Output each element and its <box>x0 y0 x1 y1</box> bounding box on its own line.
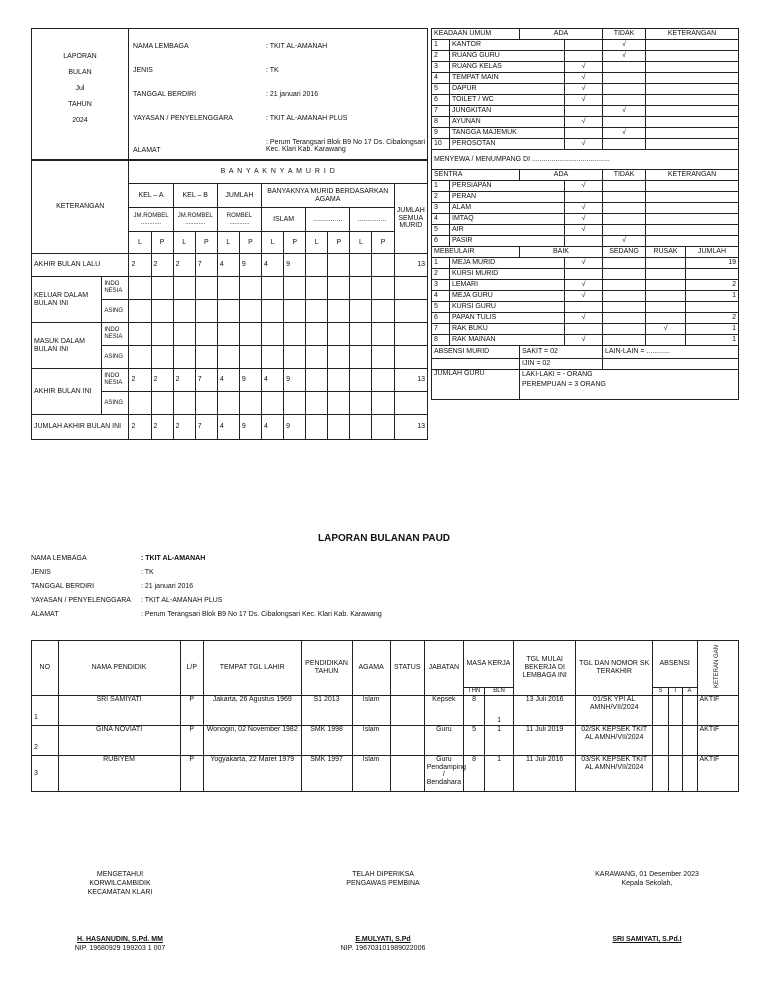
list-item: 2 RUANG GURU √ <box>432 51 739 62</box>
list-item: 6 PASIR √ <box>432 236 739 247</box>
report-period: LAPORAN BULAN Jul TAHUN 2024 <box>63 53 97 124</box>
jumlah-semua-header: JUMLAH SEMUA MURID <box>394 184 427 254</box>
student-table: KETERANGAN B A N Y A K N Y A M U R I D KEL – A KEL – B JUMLAH BANYAKNYA MURID BERDASARKAN AGAMA JUMLAH SEMUA MURID JM.ROMBEL ............ JM.ROMBEL ............ ROMBEL ............ ISLAM ............... ............... L P L P L P L P L P L P AKHIR BULAN LALU 2 2 2 7 4 9 4 9 13 KELUAR DALAM BULAN INI INDO NESIA ASING MASUK DALAM BULAN INI INDO NESIA ASING AKHIR BULAN INI INDO NESIA 2 2 2 7 4 9 4 9 13 ASING JUMLAH AKHIR BULAN INI 2 2 2 7 4 9 4 9 13 <box>31 160 428 440</box>
paud-identity: NAMA LEMBAGA : TKIT AL-AMANAH JENIS : TK TANGGAL BERDIRI : 21 januari 2016 YAYASAN / PENYELENGGARA : TKIT AL-AMANAH PLUS ALAMAT : Perum Terangsari Blok B9 No 17 Ds. Cibalongsari Kec. Klari Kab. Karawang <box>31 555 382 618</box>
list-item: 7 RAK BUKU √ 1 <box>432 324 739 335</box>
list-item: 4 TEMPAT MAIN √ <box>432 73 739 84</box>
table-row: MASUK DALAM BULAN INI INDO NESIA <box>32 323 428 346</box>
list-item: 4 IMTAQ √ <box>432 214 739 225</box>
list-item: 5 DAPUR √ <box>432 84 739 95</box>
list-item: 7 JUNGKITAN √ <box>432 106 739 117</box>
identity-box <box>31 28 428 160</box>
table-row: JUMLAH AKHIR BULAN INI 2 2 2 7 4 9 4 9 13 <box>32 415 428 440</box>
list-item: 1 MEJA MURID √ 19 <box>432 258 739 269</box>
table-row: 1 SRI SAMIYATI P Jakarta, 26 Agustus 1969 S1 2013 Islam Kepsek 8 1 13 Juli 2016 01/SK YPI AL AMNH/VII/2024 AKTIF <box>32 696 739 726</box>
list-item: 2 KURSI MURID <box>432 269 739 280</box>
list-item: 6 TOILET / WC √ <box>432 95 739 106</box>
list-item: 3 ALAM √ <box>432 203 739 214</box>
signature-mid: TELAH DIPERIKSA PENGAWAS PEMBINA E.MULYATI, S.Pd NIP. 196703101989022006 <box>340 871 426 952</box>
list-item: 9 TANGGA MAJEMUK √ <box>432 128 739 139</box>
table-row: KELUAR DALAM BULAN INI INDO NESIA <box>32 277 428 300</box>
table-row: 3 RUBIYEM P Yogyakarta, 22 Maret 1979 SMK 1997 Islam Guru Pendamping / Bendahara 8 1 11 Juli 2016 03/SK KEPSEK TKIT AL AMNH/VII/2024 AKTIF <box>32 756 739 792</box>
table-row: 2 GINA NOVIATI P Wonogiri, 02 November 1982 SMK 1998 Islam Guru 5 1 11 Juli 2019 02/SK KEPSEK TKIT AL AMNH/VII/2024 AKTIF <box>32 726 739 756</box>
keterangan-header: KETERANGAN <box>32 161 129 254</box>
table-row: AKHIR BULAN INI INDO NESIA 2 2 2 7 4 9 4 9 13 <box>32 369 428 392</box>
table-row: AKHIR BULAN LALU 2 2 2 7 4 9 4 9 13 <box>32 254 428 277</box>
absensi-row: ABSENSI MURID SAKIT = 02 LAIN-LAIN = ............ <box>432 346 739 359</box>
page-title: LAPORAN BULANAN PAUD <box>317 533 451 544</box>
banyaknya-murid-header: B A N Y A K N Y A M U R I D <box>129 161 428 184</box>
list-item: 8 RAK MAINAN √ 1 <box>432 335 739 346</box>
list-item: 3 LEMARI √ 2 <box>432 280 739 291</box>
list-item: 6 PAPAN TULIS √ 2 <box>432 313 739 324</box>
signature-right: KARAWANG, 01 Desember 2023 Kepala Sekolah, SRI SAMIYATI, S.Pd.I <box>595 871 699 943</box>
list-item: 5 KURSI GURU <box>432 302 739 313</box>
menyewa-row: MENYEWA / MENUMPANG DI ........................................ <box>432 150 739 170</box>
list-item: 8 AYUNAN √ <box>432 117 739 128</box>
list-item: 1 PERSIAPAN √ <box>432 181 739 192</box>
teacher-table: NO NAMA PENDIDIK L/P TEMPAT TGL LAHIR PENDIDIKAN TAHUN AGAMA STATUS JABATAN MASA KERJA TGL MULAI BEKERJA DI LEMBAGA INI TGL DAN NOMOR SK TERAKHIR ABSENSI KETERAN GAN THN BLN S I A 1 SRI SAMIYATI P Jakarta, 26 Agustus 1969 S1 2013 Islam Kepsek 8 1 13 Juli 2016 01/SK YPI AL AMNH/VII/2024 AKTIF 2 GINA NOVIATI P Wonogiri, 02 November 1982 SMK 1998 Islam Guru 5 1 11 Juli 2019 02/SK KEPSEK TKIT AL AMNH/VII/2024 AKTIF 3 RUBIYEM P Yogyakarta, 22 Maret 1979 SMK 1997 Islam Guru Pendamping / Bendahara 8 1 11 Juli 2016 03/SK KEPSEK TKIT AL AMNH/VII/2024 AKTIF <box>31 640 739 792</box>
signature-left: MENGETAHUI KORWILCAMBIDIK KECAMATAN KLARI H. HASANUDIN, S.Pd. MM NIP. 19680929 199203 1 007 <box>74 871 166 952</box>
list-item: 2 PERAN <box>432 192 739 203</box>
list-item: 10 PEROSOTAN √ <box>432 139 739 150</box>
list-item: 5 AIR √ <box>432 225 739 236</box>
list-item: 3 RUANG KELAS √ <box>432 62 739 73</box>
facility-table: KEADAAN UMUM ADA TIDAK KETERANGAN 1 KANTOR √ 2 RUANG GURU √ 3 RUANG KELAS √ 4 TEMPAT MAIN √ 5 DAPUR √ 6 TOILET / WC √ 7 JUNGKITAN √ 8 AYUNAN √ 9 TANGGA MAJEMUK √ 10 PEROSOTAN √ MENYEWA / MENUMPANG DI ........................................ SENTRA ADA TIDAK KETERANGAN 1 PERSIAPAN √ 2 PERAN 3 ALAM √ 4 IMTAQ √ 5 AIR √ 6 PASIR √ MEBEULAIR BAIK SEDANG RUSAK JUMLAH 1 MEJA MURID √ 19 2 KURSI MURID 3 LEMARI √ 2 4 MEJA GURU √ 1 5 KURSI GURU 6 PAPAN TULIS √ 2 7 RAK BUKU √ 1 8 RAK MAINAN √ 1 ABSENSI MURID SAKIT = 02 LAIN-LAIN = ............ IJIN = 02 JUMLAH GURU LAKI-LAKI = - ORANG PEREMPUAN = 3 ORANG <box>431 28 739 400</box>
jumlah-guru-row: JUMLAH GURU LAKI-LAKI = - ORANG <box>432 370 739 381</box>
list-item: 4 MEJA GURU √ 1 <box>432 291 739 302</box>
list-item: 1 KANTOR √ <box>432 40 739 51</box>
identity-list: NAMA LEMBAGA : TKIT AL-AMANAH JENIS : TK TANGGAL BERDIRI : 21 januari 2016 YAYASAN / PENYELENGGARA : TKIT AL-AMANAH PLUS ALAMAT : Perum Terangsari Blok B9 No 17 Ds. Cibalongsari Kec. Klari Kab. Karawang <box>133 43 426 154</box>
